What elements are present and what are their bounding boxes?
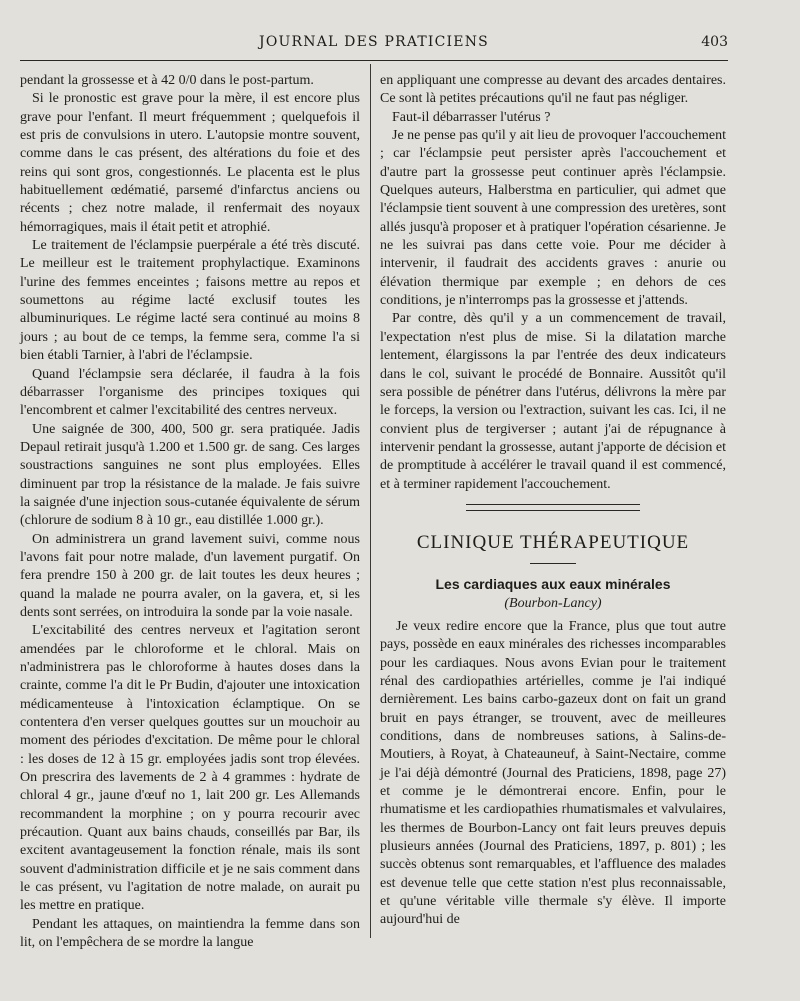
paragraph: pendant la grossesse et à 42 0/0 dans le post-partum. [20, 73, 314, 88]
article-title: Les cardiaques aux eaux minérales [435, 575, 671, 592]
running-header [20, 34, 728, 56]
header-rule [20, 60, 728, 61]
page-number: 403 [701, 34, 728, 50]
paragraph: Quand l'éclampsie sera déclarée, il faudra à la fois débarrasser l'organisme des principes toxiques qui l'encombrent et calmer l'excitabilité des centres nerveux. [20, 366, 360, 419]
paragraph: en appliquant une compresse au devant des arcades dentaires. Ce sont là petites précautions qu'il ne faut pas négliger. [380, 73, 726, 107]
right-column-continued-text [380, 72, 726, 494]
paragraph: Faut-il débarrasser l'utérus ? [392, 109, 551, 125]
paragraph: Si le pronostic est grave pour la mère, il est encore plus grave pour l'enfant. Il meurt fréquemment ; quelquefois il est pris de convulsions in utero. L'autopsie montre souvent, comme dans le cas présent, des altérations du foie et des reins qui sont gros, congestionnés. Le placenta est le plus habituellement œdématié, parsemé d'infarctus anciens ou récents ; chez notre malade, il renfermait des noyaux hémorragiques, mais il était petit et atrophié. [20, 91, 360, 235]
section-title: CLINIQUE THÉRAPEUTIQUE [416, 531, 690, 553]
paragraph: Je veux redire encore que la France, plus que tout autre pays, possède en eaux minérales des richesses incomparables pour les cardiaques. Nous avons Evian pour le traitement rénal des cardiopathies artérielles, comme je l'ai indiqué dernièrement. Les bains carbo-gazeux dont on fait un grand bruit en pays étranger, se trouvent, avec de meilleures conditions, dans de nombreuses sations, à Salins-de-Moutiers, à Royat, à Chateauneuf, à Saint-Nectaire, comme je l'ai déjà démontré (Journal des Praticiens, 1898, page 27) et comme je le démontrerai encore. Enfin, pour le rhumatisme et les cardiopathies rhumatismales et valvulaires, les thermes de Bourbon-Lancy ont fait leurs preuves depuis plusieurs années (Journal des Praticiens, 1897, p. 801) ; les succès obtenus sont remarquables, et l'affluence des malades est devenue telle que cette station n'est plus reconnaissable, et qu'une véritable ville thermale s'y élève. Il importe aujourd'hui de [380, 618, 726, 928]
journal-title: JOURNAL DES PRATICIENS [259, 34, 489, 50]
paragraph: Une saignée de 300, 400, 500 gr. sera pratiquée. Jadis Depaul retirait jusqu'à 1.200 et 1.500 gr. de sang. Ces larges soustractions sanguines ne sont plus employées. Elles diminuent par trop la résistance de la malade. Je fais suivre la saignée d'une injection sous-cutanée équivalente de sérum (chlorure de sodium 8 à 10 gr., eau distillée 1.000 gr.). [20, 421, 360, 529]
right-column [380, 72, 726, 930]
paragraph: L'excitabilité des centres nerveux et l'agitation seront amendées par le chloroforme et le chloral. Mais on n'administrera pas le chloroforme à hautes doses dans la crainte, comme l'a dit le Pr Budin, d'ajouter une intoxication médicamenteuse à l'intoxication éclamptique. On se contentera d'en verser quelques gouttes sur un mouchoir au moment des périodes d'excitation. De même pour le chloral : les doses de 12 à 15 gr. employées jadis sont trop élevées. On prescrira des lavements de 2 à 4 grammes : hydrate de chloral 4 gr., jaune d'œuf no 1, lait 200 gr. Les Allemands recommandent la morphine ; on y pourra recourir avec précaution. Quant aux bains chauds, conseillés par Bar, ils excitent avantageusement la fonction rénale, mais ils sont souvent d'administration difficile et je ne sais comment dans le cas présent, vu l'agitation de notre malade, on aurait pu les mettre en pratique. [20, 623, 360, 914]
section-title-rule [530, 563, 576, 564]
section-separator [466, 504, 640, 511]
article-subtitle: (Bourbon-Lancy) [504, 595, 602, 611]
paragraph: Pendant les attaques, on maintiendra la femme dans son lit, on l'empêchera de se mordre la langue [20, 916, 360, 951]
article-body [380, 618, 726, 930]
column-divider [370, 64, 371, 938]
paragraph: Le traitement de l'éclampsie puerpérale a été très discuté. Le meilleur est le traitement prophylactique. Examinons l'urine des femmes enceintes ; faisons mettre au repos et soumettons au régime lacté exclusif toutes les albuminuriques. Le régime lacté sera continué au moins 8 jours ; au bout de ce temps, la femme sera, comme l'a si bien établi Tarnier, à l'abri de l'éclampsie. [20, 238, 360, 364]
paragraph: On administrera un grand lavement suivi, comme nous l'avons fait pour notre malade, d'un lavement purgatif. On fera prendre 150 à 200 gr. de lait toutes les deux heures ; quand la malade ne pourra avaler, on la gavera, et, si les dents sont serrées, on introduira la sonde par la voie nasale. [20, 531, 360, 620]
left-column [20, 72, 360, 953]
paragraph: Je ne pense pas qu'il y ait lieu de provoquer l'accouchement ; car l'éclampsie peut persister après l'accouchement et d'autre part la grossesse peut continuer après l'éclampsie. Quelques auteurs, Halberstma en particulier, qui admet que l'éclampsie tient souvent à une compression des uretères, sont allés jusqu'à proposer et à pratiquer l'opération césarienne. Je ne les suivrai pas dans cette voie. Pour me décider à intervenir, il faudrait des accidents graves : anurie ou élévation thermique par exemple ; en dehors de ces conditions, je n'interromps pas la grossesse et j'attends. [380, 128, 726, 309]
paragraph: Par contre, dès qu'il y a un commencement de travail, l'expectation n'est plus de mise. Si la dilatation marche lentement, élargissons la par l'entrée des deux indicateurs dans le col, suivant le procédé de Bonnaire. Aussitôt qu'il sera possible de pénétrer dans l'utérus, délivrons la mère par le forceps, la version ou l'extraction, suivant les cas. Ici, il ne convient plus de tergiverser ; autant j'ai de répugnance à intervenir pendant la grossesse, autant j'apporte de décision et de promptitude à accélérer le travail quand il est commencé, et à terminer rapidement l'accouchement. [380, 311, 726, 492]
